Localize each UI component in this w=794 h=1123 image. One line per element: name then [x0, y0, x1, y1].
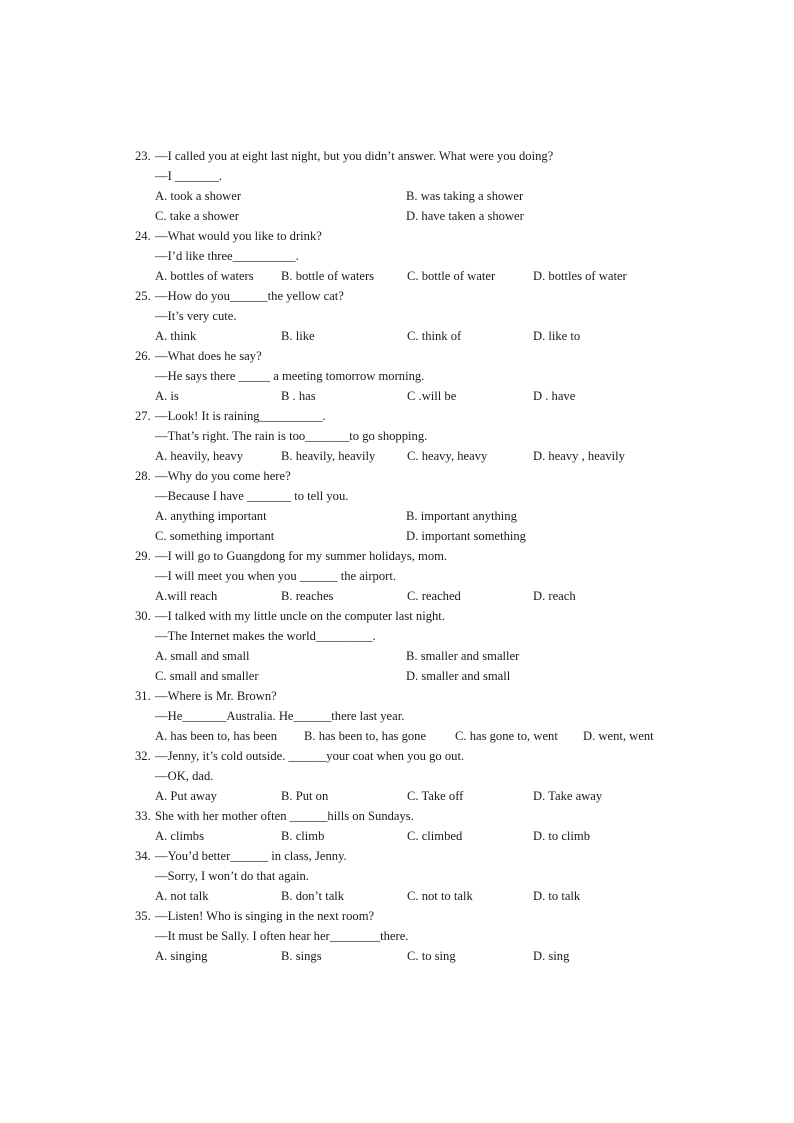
answer-option: A. took a shower [155, 189, 242, 203]
options-row [0, 386, 794, 406]
question-number: 23. [135, 149, 151, 163]
question-reply-line [0, 366, 794, 386]
options-row [0, 326, 794, 346]
question-number: 29. [135, 549, 151, 563]
answer-option: D. went, went [583, 729, 654, 743]
answer-option: A. think [155, 329, 197, 343]
question-stem-line [0, 746, 794, 766]
options-row [0, 646, 794, 666]
answer-option: B. bottle of waters [281, 269, 375, 283]
question-stem: —I will go to Guangdong for my summer holidays, mom. [155, 549, 448, 563]
answer-option: D. reach [533, 589, 576, 603]
question-block [0, 746, 794, 806]
dialogue-reply: —Sorry, I won’t do that again. [155, 869, 309, 883]
question-reply-line [0, 926, 794, 946]
question-reply-line [0, 866, 794, 886]
question-reply-line [0, 566, 794, 586]
answer-option: A. climbs [155, 829, 204, 843]
answer-option: D. important something [406, 529, 526, 543]
question-block [0, 346, 794, 406]
answer-option: A. not talk [155, 889, 209, 903]
answer-option: A.will reach [155, 589, 218, 603]
answer-option: A. anything important [155, 509, 267, 523]
question-stem-line [0, 406, 794, 426]
dialogue-reply: —He says there _____ a meeting tomorrow morning. [155, 369, 425, 383]
question-number: 30. [135, 609, 151, 623]
dialogue-reply: —Because I have _______ to tell you. [155, 489, 349, 503]
dialogue-reply: —OK, dad. [155, 769, 214, 783]
dialogue-reply: —It must be Sally. I often hear her________there. [155, 929, 409, 943]
answer-option: B. sings [281, 949, 322, 963]
question-stem: —Look! It is raining__________. [155, 409, 326, 423]
answer-option: C. heavy, heavy [407, 449, 488, 463]
dialogue-reply: —He_______Australia. He______there last year. [155, 709, 405, 723]
answer-option: C .will be [407, 389, 457, 403]
question-stem: —Jenny, it’s cold outside. ______your coat when you go out. [155, 749, 465, 763]
answer-option: D. Take away [533, 789, 603, 803]
answer-option: D. like to [533, 329, 581, 343]
answer-option: A. heavily, heavy [155, 449, 244, 463]
question-block [0, 846, 794, 906]
answer-option: B. climb [281, 829, 325, 843]
answer-option: C. bottle of water [407, 269, 496, 283]
question-reply-line [0, 246, 794, 266]
answer-option: C. reached [407, 589, 461, 603]
answer-option: D. have taken a shower [406, 209, 524, 223]
question-stem: —I called you at eight last night, but you didn’t answer. What were you doing? [155, 149, 554, 163]
options-row [0, 186, 794, 206]
answer-option: A. bottles of waters [155, 269, 254, 283]
options-row [0, 826, 794, 846]
answer-option: C. think of [407, 329, 462, 343]
question-stem-line [0, 686, 794, 706]
question-block [0, 286, 794, 346]
question-block [0, 546, 794, 606]
answer-option: D. bottles of water [533, 269, 627, 283]
options-row [0, 946, 794, 966]
answer-option: B. heavily, heavily [281, 449, 376, 463]
answer-option: B . has [281, 389, 316, 403]
question-stem: —How do you______the yellow cat? [155, 289, 344, 303]
question-number: 33. [135, 809, 151, 823]
question-stem-line [0, 146, 794, 166]
options-row [0, 666, 794, 686]
answer-option: D. heavy , heavily [533, 449, 625, 463]
dialogue-reply: —I’d like three__________. [155, 249, 299, 263]
question-number: 26. [135, 349, 151, 363]
answer-option: A. Put away [155, 789, 217, 803]
answer-option: C. to sing [407, 949, 456, 963]
question-block [0, 406, 794, 466]
answer-option: C. not to talk [407, 889, 473, 903]
question-number: 28. [135, 469, 151, 483]
options-row [0, 886, 794, 906]
options-row [0, 726, 794, 746]
question-stem: —Listen! Who is singing in the next room? [155, 909, 375, 923]
question-reply-line [0, 426, 794, 446]
question-number: 24. [135, 229, 151, 243]
question-stem-line [0, 466, 794, 486]
answer-option: B. reaches [281, 589, 334, 603]
question-number: 27. [135, 409, 151, 423]
question-number: 31. [135, 689, 151, 703]
answer-option: B. like [281, 329, 315, 343]
question-stem-line [0, 346, 794, 366]
answer-option: B. was taking a shower [406, 189, 524, 203]
question-stem: —What would you like to drink? [155, 229, 322, 243]
answer-option: C. climbed [407, 829, 463, 843]
question-reply-line [0, 626, 794, 646]
question-block [0, 606, 794, 686]
answer-option: B. Put on [281, 789, 329, 803]
question-stem: She with her mother often ______hills on Sundays. [155, 809, 414, 823]
answer-option: A. is [155, 389, 179, 403]
question-stem: —What does he say? [155, 349, 262, 363]
question-block [0, 806, 794, 846]
answer-option: D. to talk [533, 889, 581, 903]
question-number: 34. [135, 849, 151, 863]
question-stem-line [0, 286, 794, 306]
options-row [0, 786, 794, 806]
question-stem-line [0, 906, 794, 926]
options-row [0, 506, 794, 526]
answer-option: B. important anything [406, 509, 517, 523]
worksheet [0, 146, 794, 966]
answer-option: C. has gone to, went [455, 729, 558, 743]
answer-option: D. smaller and small [406, 669, 511, 683]
question-block [0, 466, 794, 546]
answer-option: C. something important [155, 529, 275, 543]
question-reply-line [0, 486, 794, 506]
answer-option: A. singing [155, 949, 208, 963]
answer-option: D. sing [533, 949, 570, 963]
question-stem-line [0, 606, 794, 626]
question-number: 32. [135, 749, 151, 763]
options-row [0, 266, 794, 286]
answer-option: B. don’t talk [281, 889, 345, 903]
options-row [0, 206, 794, 226]
question-reply-line [0, 766, 794, 786]
answer-option: B. has been to, has gone [304, 729, 427, 743]
question-reply-line [0, 166, 794, 186]
question-stem-line [0, 846, 794, 866]
answer-option: D. to climb [533, 829, 591, 843]
question-stem-line [0, 546, 794, 566]
question-block [0, 226, 794, 286]
question-stem-line [0, 226, 794, 246]
answer-option: B. smaller and smaller [406, 649, 520, 663]
question-block [0, 906, 794, 966]
question-number: 25. [135, 289, 151, 303]
question-block [0, 146, 794, 226]
question-number: 35. [135, 909, 151, 923]
dialogue-reply: —The Internet makes the world_________. [155, 629, 376, 643]
dialogue-reply: —I will meet you when you ______ the airport. [155, 569, 396, 583]
question-block [0, 686, 794, 746]
answer-option: C. take a shower [155, 209, 239, 223]
question-reply-line [0, 306, 794, 326]
question-reply-line [0, 706, 794, 726]
answer-option: A. has been to, has been [155, 729, 278, 743]
options-row [0, 586, 794, 606]
answer-option: C. Take off [407, 789, 464, 803]
question-stem: —Where is Mr. Brown? [155, 689, 277, 703]
dialogue-reply: —I _______. [155, 169, 223, 183]
dialogue-reply: —That’s right. The rain is too_______to go shopping. [155, 429, 428, 443]
answer-option: D . have [533, 389, 576, 403]
question-stem: —I talked with my little uncle on the computer last night. [155, 609, 445, 623]
question-stem: —Why do you come here? [155, 469, 291, 483]
answer-option: C. small and smaller [155, 669, 259, 683]
answer-option: A. small and small [155, 649, 250, 663]
options-row [0, 446, 794, 466]
options-row [0, 526, 794, 546]
question-stem-line [0, 806, 794, 826]
dialogue-reply: —It’s very cute. [155, 309, 237, 323]
question-stem: —You’d better______ in class, Jenny. [155, 849, 347, 863]
